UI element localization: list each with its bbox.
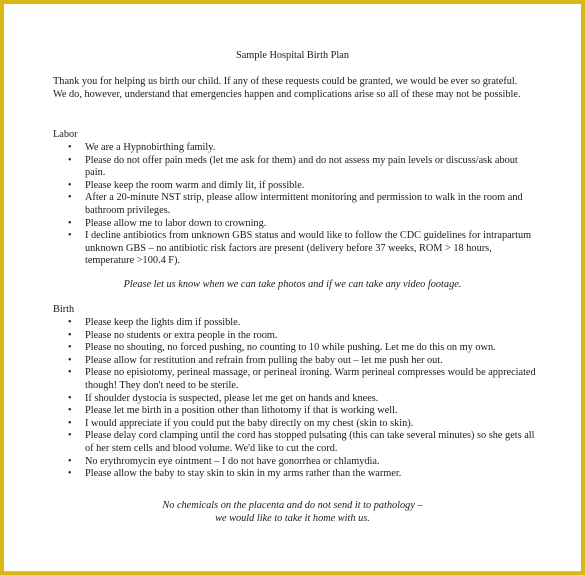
- closing-line-2: we would like to take it home with us.: [215, 513, 370, 524]
- list-item: • No erythromycin eye ointment – I do not have gonorrhea or chlamydia.: [64, 456, 536, 469]
- list-item: • Please no episiotomy, perineal massage, or perineal ironing. Warm perineal compresses would be appreciated though! They don't need to be sterile.: [64, 367, 536, 392]
- list-item: • We are a Hypnobirthing family.: [64, 142, 536, 155]
- list-item: • Please keep the room warm and dimly lit, if possible.: [64, 180, 536, 193]
- document-title: Sample Hospital Birth Plan: [236, 50, 349, 61]
- list-item: • Please keep the lights dim if possible.: [64, 317, 536, 330]
- list-item: • Please no shouting, no forced pushing, no counting to 10 while pushing. Let me do this on my own.: [64, 342, 536, 355]
- list-item: • Please no students or extra people in the room.: [64, 330, 536, 343]
- labor-heading: Labor: [53, 129, 78, 140]
- list-item: • I would appreciate if you could put the baby directly on my chest (skin to skin).: [64, 418, 536, 431]
- list-item: • Please allow me to labor down to crowning.: [64, 218, 536, 231]
- document-page: [4, 4, 581, 572]
- list-item: • Please do not offer pain meds (let me ask for them) and do not assess my pain levels or discuss/ask about pain.: [64, 155, 536, 180]
- intro-paragraph: Thank you for helping us birth our child. If any of these requests could be granted, we would be ever so grateful. We do, however, understand that emergencies happen and complications arise so all of these may not be possible.: [53, 76, 521, 100]
- list-item: • I decline antibiotics from unknown GBS status and would like to follow the CDC guidelines for intrapartum unknown GBS – no antibiotic risk factors are present (delivery before 37 weeks, ROM > 18 hours, temperature >100.4 F).: [64, 230, 536, 268]
- birth-heading: Birth: [53, 304, 75, 315]
- list-item: • Please let me birth in a position other than lithotomy if that is working well.: [64, 405, 536, 418]
- birth-list: [64, 317, 536, 481]
- list-item: • After a 20-minute NST strip, please allow intermittent monitoring and permission to walk in the room and bathroom privileges.: [64, 192, 536, 217]
- list-item: • Please delay cord clamping until the cord has stopped pulsating (this can take several minutes) so she gets all of her stem cells and blood volume. We'd like to cut the cord.: [64, 430, 536, 455]
- closing-line-1: No chemicals on the placenta and do not send it to pathology –: [162, 500, 423, 511]
- photo-note: Please let us know when we can take photos and if we can take any video footage.: [123, 279, 462, 290]
- list-item: • If shoulder dystocia is suspected, please let me get on hands and knees.: [64, 393, 536, 406]
- list-item: • Please allow for restitution and refrain from pulling the baby out – let me push her out.: [64, 355, 536, 368]
- labor-list: [64, 142, 536, 268]
- list-item: • Please allow the baby to stay skin to skin in my arms rather than the warmer.: [64, 468, 536, 481]
